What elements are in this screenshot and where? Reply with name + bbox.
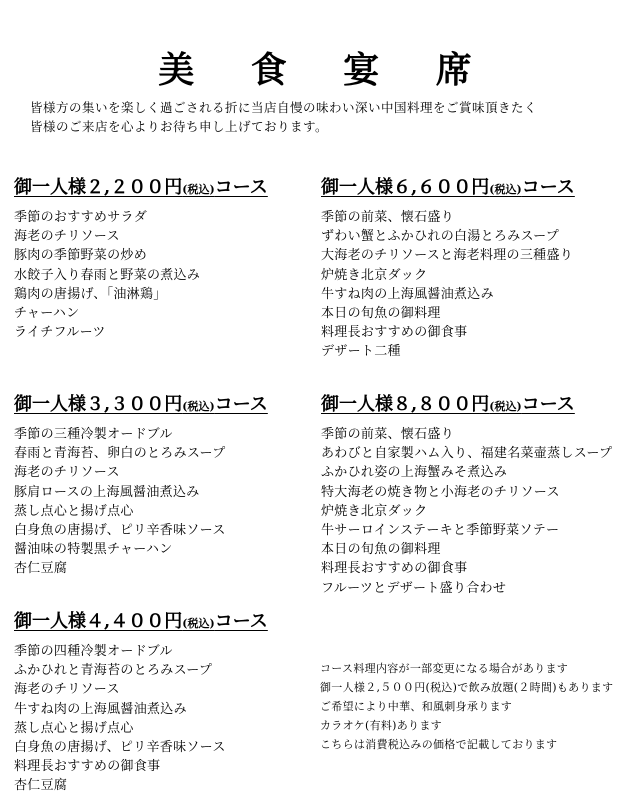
menu-item: あわびと自家製ハム入り、福建名菜壷蒸しスープ [321, 446, 613, 462]
menu-item: 料理長おすすめの御食事 [14, 759, 161, 775]
menu-item: チャーハン [14, 306, 80, 322]
menu-item: 大海老のチリソースと海老料理の三種盛り [321, 248, 574, 264]
menu-item: 本日の旬魚の御料理 [321, 542, 441, 558]
menu-item: 炉焼き北京ダック [321, 267, 428, 283]
menu-item: 牛すね肉の上海風醤油煮込み [321, 286, 494, 302]
course-menu-list [321, 208, 575, 362]
menu-item: 季節の四種冷製オードブル [14, 644, 173, 659]
course-2200 [14, 176, 268, 342]
menu-item: 杏仁豆腐 [14, 778, 68, 794]
menu-item: 白身魚の唐揚げ、ピリ辛香味ソース [14, 523, 226, 539]
menu-item: ふかひれと青海苔のとろみスープ [14, 663, 213, 679]
menu-item: 本日の旬魚の御料理 [321, 306, 441, 322]
menu-item: 季節の前菜、懐石盛り [321, 427, 455, 442]
intro-text [30, 98, 610, 136]
menu-item: ふかひれ姿の上海蟹みそ煮込み [321, 465, 508, 481]
note: ご希望により中華、和風刺身承ります [320, 700, 513, 713]
course-6600 [321, 176, 575, 362]
course-8800 [321, 393, 612, 598]
course-menu-list [14, 642, 268, 796]
note: コース料理内容が一部変更になる場合があります [320, 662, 569, 675]
course-heading: 御一人様４,４００円(税込)コース [14, 611, 268, 632]
menu-item: ライチフルーツ [14, 325, 106, 341]
menu-item: 料理長おすすめの御食事 [321, 325, 468, 341]
intro-line: 皆様のご来店を心よりお待ち申し上げております。 [30, 119, 329, 134]
course-3300 [14, 393, 268, 579]
menu-item: 豚肩ロースの上海風醤油煮込み [14, 484, 200, 500]
page-title: 美 食 宴 席 [158, 49, 494, 92]
course-4400 [14, 610, 268, 796]
menu-item: 白身魚の唐揚げ、ピリ辛香味ソース [14, 740, 226, 756]
menu-item: 牛すね肉の上海風醤油煮込み [14, 701, 187, 717]
menu-item: 海老のチリソース [14, 682, 120, 698]
menu-item: 蒸し点心と揚げ点心 [14, 720, 134, 736]
menu-item: 季節の前菜、懐石盛り [321, 210, 455, 225]
menu-item: 炉焼き北京ダック [321, 503, 428, 519]
menu-item: 季節のおすすめサラダ [14, 210, 148, 225]
menu-item: 料理長おすすめの御食事 [321, 561, 468, 577]
course-heading: 御一人様２,２００円(税込)コース [14, 177, 268, 198]
menu-item: 春雨と青海苔、卵白のとろみスープ [14, 446, 226, 462]
menu-item: 海老のチリソース [14, 229, 120, 245]
menu-item: 特大海老の焼き物と小海老のチリソース [321, 484, 560, 500]
course-heading: 御一人様６,６００円(税込)コース [321, 177, 575, 198]
menu-item: ずわい蟹とふかひれの白湯とろみスープ [321, 229, 560, 245]
menu-item: フルーツとデザート盛り合わせ [321, 580, 507, 596]
intro-line: 皆様方の集いを楽しく過ごされる折に当店自慢の味わい深い中国料理をご賞味頂きたく [30, 100, 538, 115]
course-menu-list [14, 425, 268, 579]
menu-item: 杏仁豆腐 [14, 561, 68, 577]
course-menu-list [321, 425, 612, 598]
menu-item: 醤油味の特製黒チャーハン [14, 542, 173, 558]
menu-item: 海老のチリソース [14, 465, 120, 481]
menu-item: 蒸し点心と揚げ点心 [14, 503, 134, 519]
note: カラオケ(有料)あります [320, 719, 442, 732]
course-heading: 御一人様８,８００円(税込)コース [321, 394, 575, 415]
menu-item: 牛サーロインステーキと季節野菜ソテー [321, 523, 560, 539]
menu-item: 豚肉の季節野菜の炒め [14, 248, 148, 264]
menu-item: デザート二種 [321, 344, 401, 360]
notes-list [320, 659, 613, 754]
menu-item: 鶏肉の唐揚げ、「油淋鶏」 [14, 286, 167, 302]
course-menu-list [14, 208, 268, 342]
note: こちらは消費税込みの価格で記載しております [320, 738, 558, 751]
menu-item: 季節の三種冷製オードブル [14, 427, 173, 442]
note: 御一人様２,５００円(税込)で飲み放題(２時間)もあります [320, 681, 614, 694]
menu-item: 水餃子入り春雨と野菜の煮込み [14, 267, 201, 283]
course-heading: 御一人様３,３００円(税込)コース [14, 394, 268, 415]
